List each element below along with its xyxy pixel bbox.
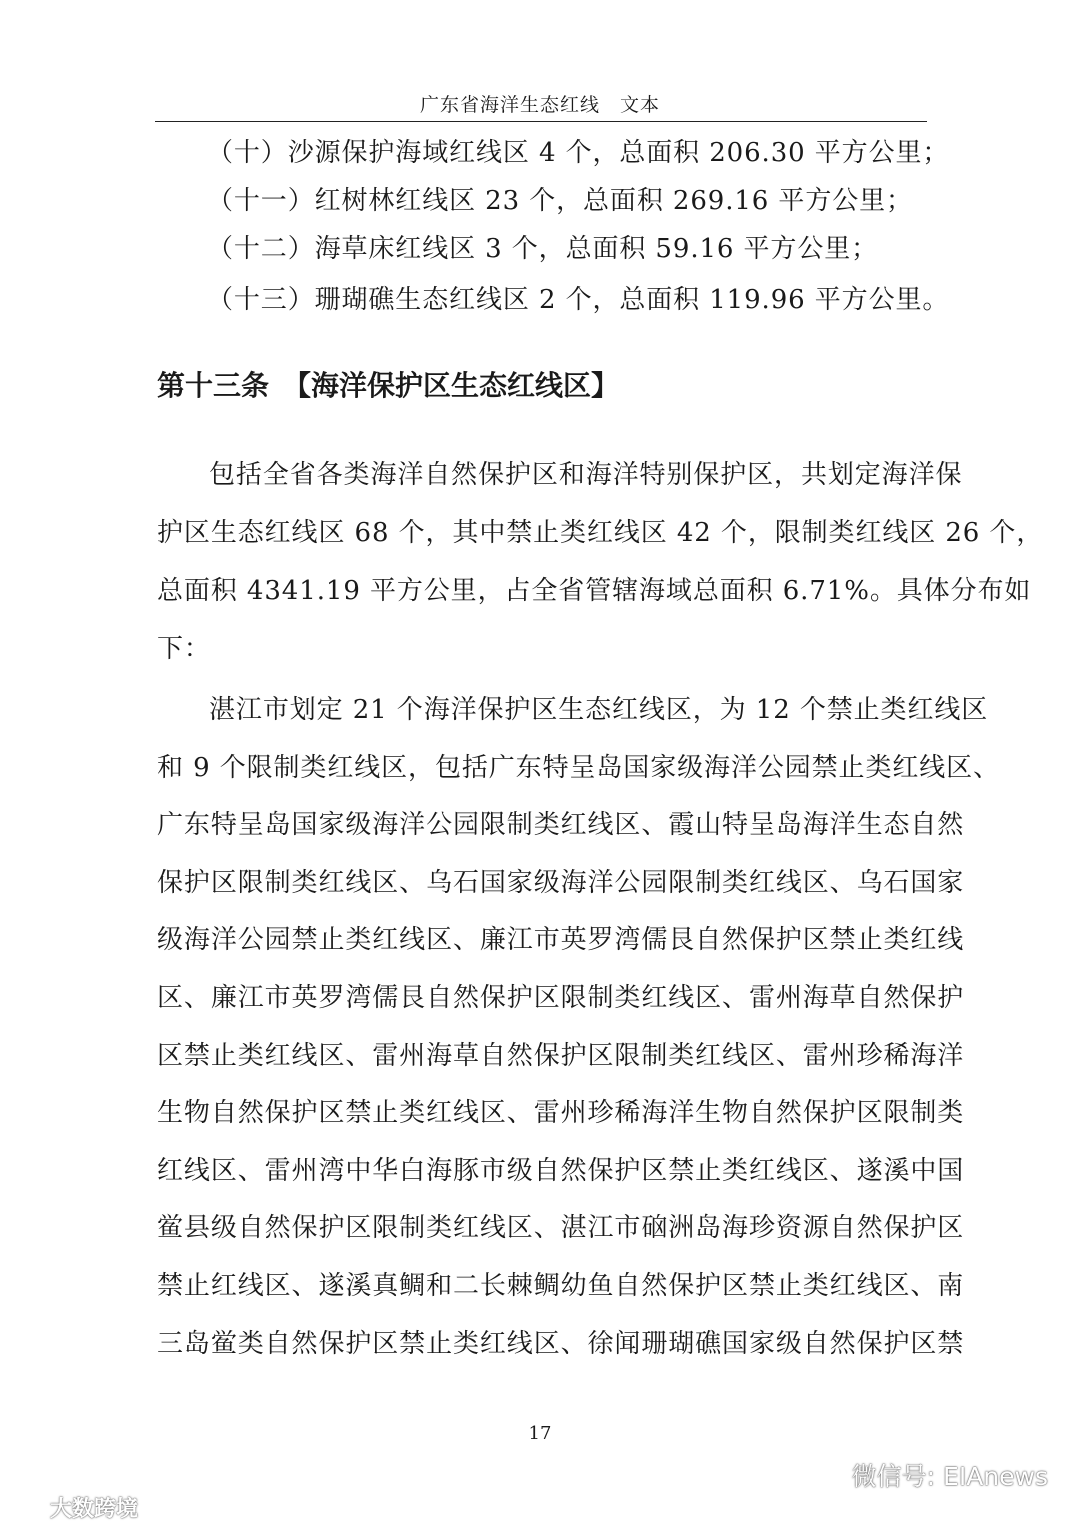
paragraph-line: 三 岛 鲎 类 自 然 保 护 区 禁 止 类 红 线 区 、 徐 闻 珊 瑚 礁 国 家 级 自 然 保 护 区 禁 <box>157 1328 965 1359</box>
paragraph-line: 生 物 自 然 保 护 区 禁 止 类 红 线 区 、 雷 州 珍 稀 海 洋 生 物 自 然 保 护 区 限 制 类 <box>157 1098 965 1129</box>
paragraph-line: 区 禁 止 类 红 线 区 、 雷 州 海 草 自 然 保 护 区 限 制 类 红 线 区 、 雷 州 珍 稀 海 洋 <box>157 1040 965 1071</box>
paragraph-line: 鲎 县 级 自 然 保 护 区 限 制 类 红 线 区 、 湛 江 市 硇 洲 岛 海 珍 资 源 自 然 保 护 区 <box>157 1213 965 1244</box>
list-item: （十三）珊瑚礁生态红线区 2 个，总面积 119.96 平方公里。 <box>207 285 950 315</box>
watermark-left <box>6 1491 138 1523</box>
paragraph-line: 区 、 廉 江 市 英 罗 湾 儒 艮 自 然 保 护 区 限 制 类 红 线 区 、 雷 州 海 草 自 然 保 护 <box>157 983 965 1013</box>
watermark-right-text: 微信号: EIAnews <box>851 1462 1048 1491</box>
paragraph-line: 广 东 特 呈 岛 国 家 级 海 洋 公 园 限 制 类 红 线 区 、 霞 山 特 呈 岛 海 洋 生 态 自 然 <box>157 810 965 841</box>
header-rule <box>155 121 927 122</box>
watermark-right <box>810 1457 1048 1493</box>
paragraph-line: 护 区 生 态 红 线 区 6 8 个 ， 其 中 禁 止 类 红 线 区 4 2 个 ， 限 制 类 红 线 区 2 6 个 ， <box>157 518 1044 548</box>
page-number: 17 <box>528 1423 552 1444</box>
watermark-left-text: 大数跨境 <box>50 1496 139 1522</box>
article-heading: 第十三条 【海洋保护区生态红线区】 <box>157 369 620 402</box>
paragraph-line: 下： <box>157 634 211 664</box>
paragraph-line: 湛 江 市 划 定 2 1 个 海 洋 保 护 区 生 态 红 线 区 ， 为 1 2 个 禁 止 类 红 线 区 <box>209 695 989 725</box>
paragraph-line: 红 线 区 、 雷 州 湾 中 华 白 海 豚 市 级 自 然 保 护 区 禁 止 类 红 线 区 、 遂 溪 中 国 <box>157 1155 965 1186</box>
page-header-title: 广东省海洋生态红线 文本 <box>419 94 660 116</box>
list-item: （十）沙源保护海域红线区 4 个，总面积 206.30 平方公里； <box>207 138 950 168</box>
wechat-logo-icon <box>810 1457 846 1493</box>
paragraph-line: 级 海 洋 公 园 禁 止 类 红 线 区 、 廉 江 市 英 罗 湾 儒 艮 自 然 保 护 区 禁 止 类 红 线 <box>157 925 965 956</box>
list-item: （十二）海草床红线区 3 个，总面积 59.16 平方公里； <box>207 234 879 264</box>
paragraph-line: 保 护 区 限 制 类 红 线 区 、 乌 石 国 家 级 海 洋 公 园 限 制 类 红 线 区 、 乌 石 国 家 <box>157 867 965 898</box>
paragraph-line: 和 9 个 限 制 类 红 线 区 ， 包 括 广 东 特 呈 岛 国 家 级 海 洋 公 园 禁 止 类 红 线 区 、 <box>157 752 1000 783</box>
weibo-logo-icon <box>6 1491 44 1523</box>
paragraph-line: 禁 止 红 线 区 、 遂 溪 真 鲷 和 二 长 棘 鲷 幼 鱼 自 然 保 护 区 禁 止 类 红 线 区 、 南 <box>157 1271 965 1301</box>
paragraph-line: 总 面 积 4 3 4 1 . 1 9 平 方 公 里 ， 占 全 省 管 辖 海 域 总 面 积 6 . 7 1 % 。 具 体 分 布 如 <box>157 576 1032 606</box>
list-item: （十一）红树林红线区 23 个，总面积 269.16 平方公里； <box>207 186 913 216</box>
paragraph-line: 包 括 全 省 各 类 海 洋 自 然 保 护 区 和 海 洋 特 别 保 护 区 ， 共 划 定 海 洋 保 <box>209 460 963 490</box>
